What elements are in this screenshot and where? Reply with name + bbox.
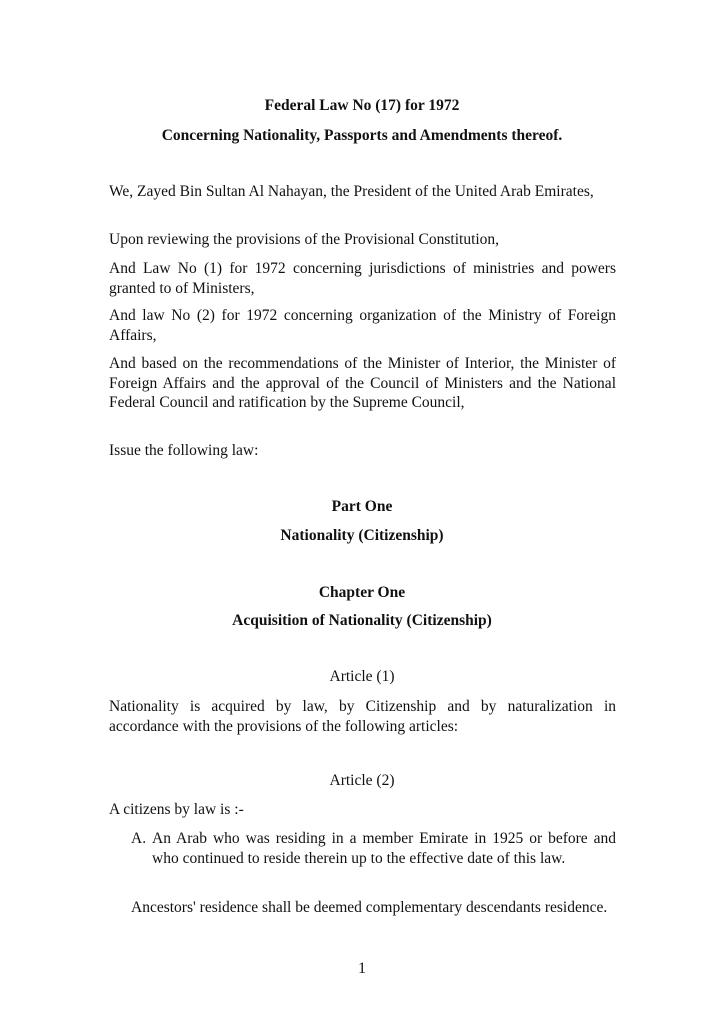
- article-2-item-a: [131, 829, 616, 868]
- preamble-paragraph-4: And law No (2) for 1972 concerning organization of the Ministry of Foreign Affairs,: [109, 307, 616, 344]
- list-marker: A.: [131, 830, 147, 847]
- article-1-text: Nationality is acquired by law, by Citizenship and by naturalization in accordance with the provisions of the following articles:: [109, 698, 616, 735]
- preamble-paragraph-2: Upon reviewing the provisions of the Provisional Constitution,: [109, 231, 500, 248]
- page-number: 1: [358, 960, 366, 977]
- chapter-title: Acquisition of Nationality (Citizenship): [232, 612, 492, 629]
- preamble-paragraph-5: And based on the recommendations of the Minister of Interior, the Minister of Foreign Affairs and the approval of the Council of Ministers and the National Federal Council and ratification by the Supreme Council,: [109, 355, 616, 411]
- preamble-paragraph-3: And Law No (1) for 1972 concerning jurisdictions of ministries and powers granted to of Ministers,: [109, 260, 616, 297]
- article-2-heading: Article (2): [329, 772, 395, 789]
- law-title: Federal Law No (17) for 1972: [264, 97, 460, 114]
- law-subtitle: Concerning Nationality, Passports and Amendments thereof.: [161, 127, 563, 144]
- chapter-heading: Chapter One: [318, 584, 406, 601]
- article-1-heading: Article (1): [329, 668, 395, 685]
- part-title: Nationality (Citizenship): [280, 527, 444, 544]
- preamble-paragraph-1: We, Zayed Bin Sultan Al Nahayan, the President of the United Arab Emirates,: [109, 183, 594, 200]
- article-2-note: Ancestors' residence shall be deemed complementary descendants residence.: [131, 899, 608, 916]
- part-heading: Part One: [331, 498, 393, 515]
- article-2-intro: A citizens by law is :-: [109, 801, 244, 818]
- preamble-paragraph-6: Issue the following law:: [109, 442, 259, 459]
- list-item-text: An Arab who was residing in a member Emirate in 1925 or before and who continued to reside therein up to the effective date of this law.: [152, 830, 616, 867]
